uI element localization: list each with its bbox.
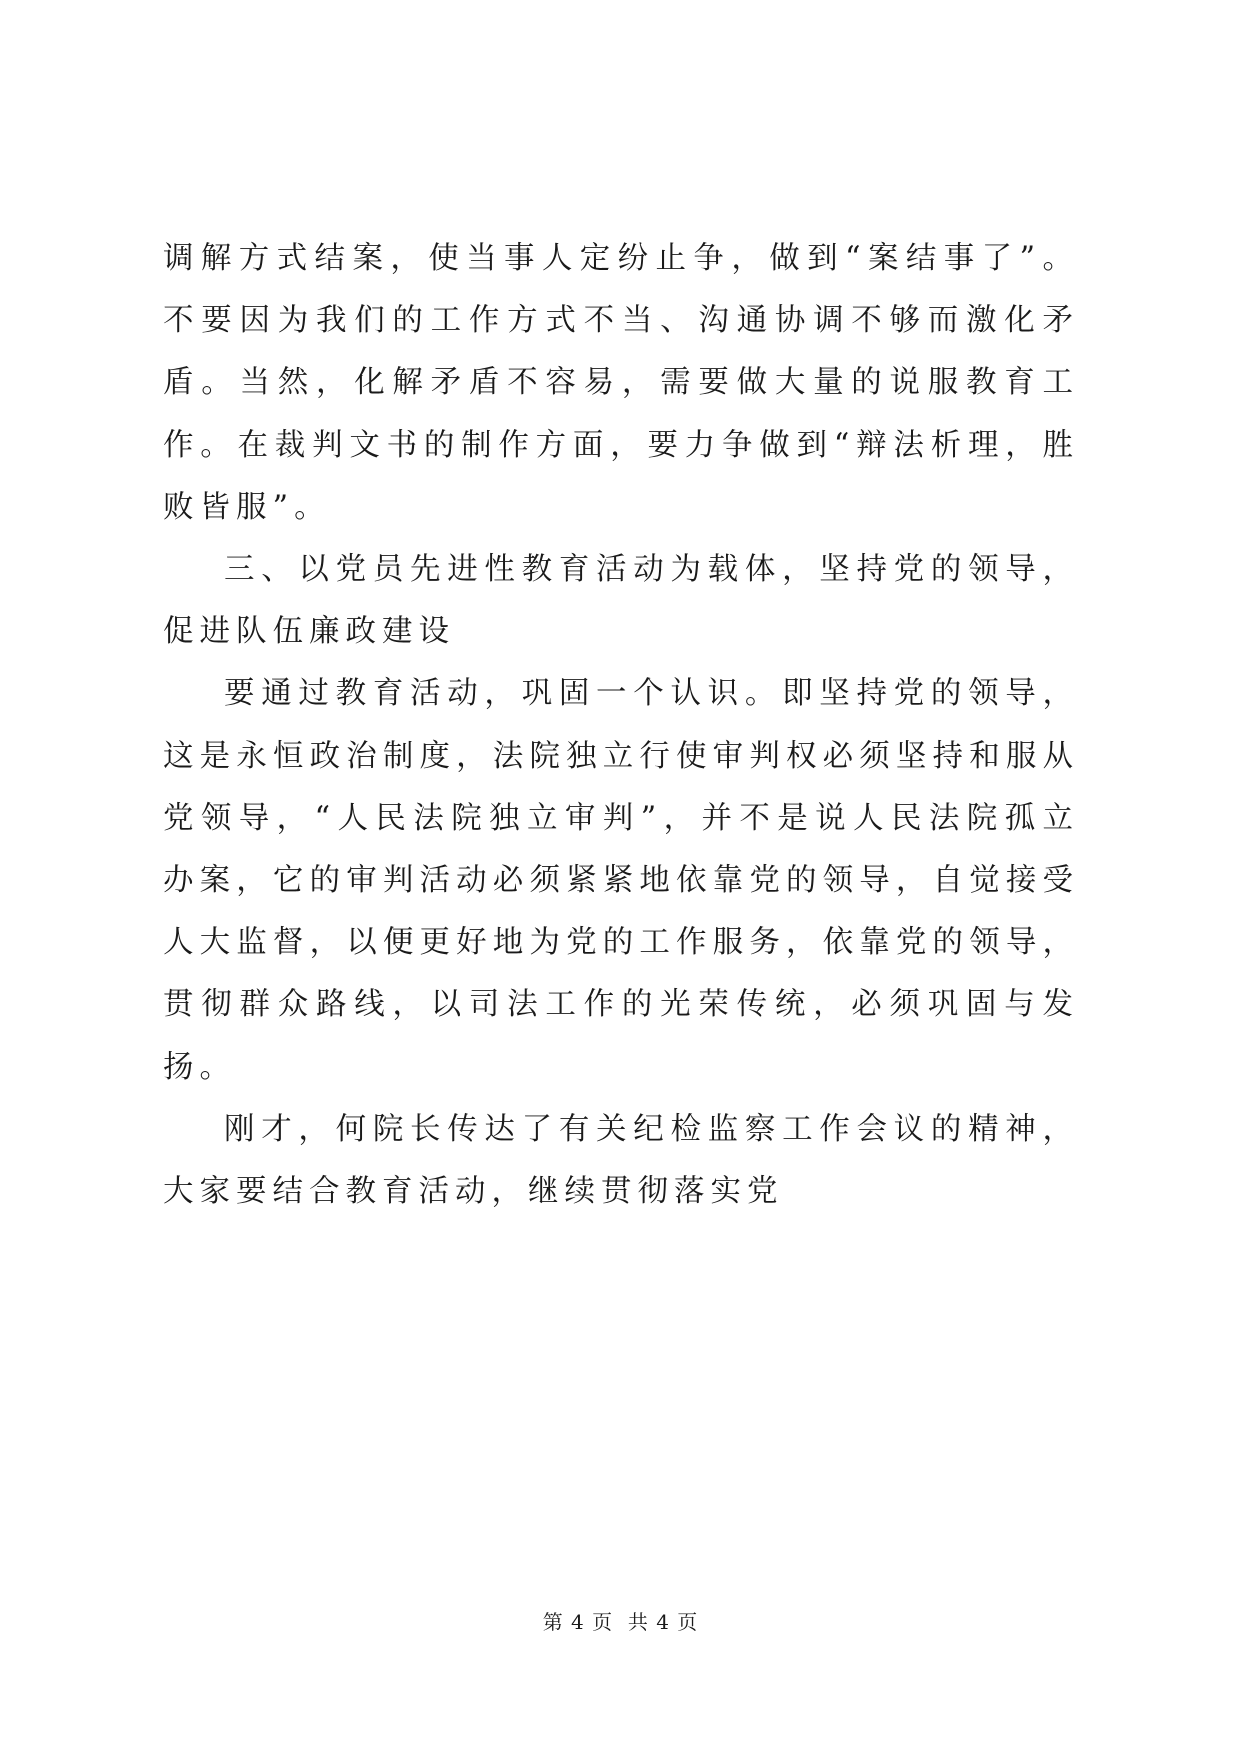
page-footer	[0, 1608, 1241, 1636]
page-number-label: 第 4 页 共 4 页	[542, 1610, 699, 1634]
document-body	[163, 228, 1079, 1223]
paragraph-2-heading: 三、以党员先进性教育活动为载体，坚持党的领导，促进队伍廉政建设	[163, 552, 1079, 650]
paragraph-3: 要通过教育活动，巩固一个认识。即坚持党的领导，这是永恒政治制度，法院独立行使审判权必须坚持和服从党领导，“人民法院独立审判”，并不是说人民法院孤立办案，它的审判活动必须紧紧地依靠党的领导，自觉接受人大监督，以便更好地为党的工作服务，依靠党的领导，贯彻群众路线，以司法工作的光荣传统，必须巩固与发扬。	[163, 676, 1079, 1085]
paragraph-4: 刚才，何院长传达了有关纪检监察工作会议的精神，大家要结合教育活动，继续贯彻落实党	[163, 1111, 1079, 1210]
paragraph-1: 调解方式结案，使当事人定纷止争，做到“案结事了”。不要因为我们的工作方式不当、沟通协调不够而激化矛盾。当然，化解矛盾不容易，需要做大量的说服教育工作。在裁判文书的制作方面，要力争做到“辩法析理，胜败皆服”。	[163, 241, 1079, 525]
